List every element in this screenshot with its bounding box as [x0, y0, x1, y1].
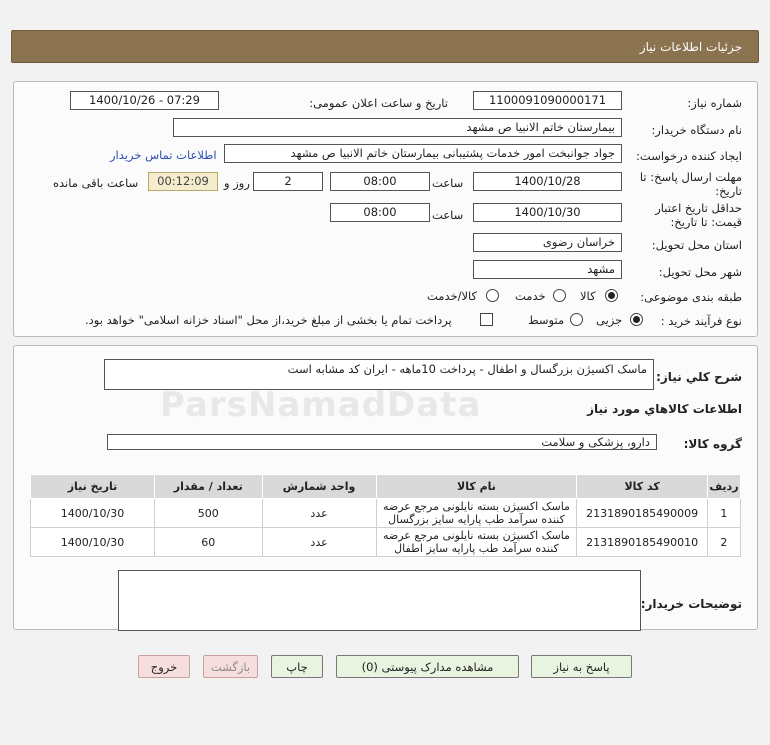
table-header-row: [31, 475, 741, 499]
category-label: طبقه بندی موضوعی:: [640, 290, 742, 304]
goods-info-title: اطلاعات کالاهاي مورد نياز: [587, 402, 742, 416]
treasury-payment-note: پرداخت تمام یا بخشی از مبلغ خرید،از محل "اسناد خزانه اسلامی" خواهد بود.: [85, 313, 452, 327]
validity-label-line1: حداقل تاریخ اعتبار: [655, 201, 742, 215]
cell-unit: عدد: [262, 528, 376, 557]
province-label: استان محل تحویل:: [651, 238, 742, 252]
page-header: [11, 30, 759, 63]
validity-time-field: 08:00: [330, 203, 430, 222]
province-field: خراسان رضوی: [473, 233, 622, 252]
creator-label: ایجاد کننده درخواست:: [636, 149, 742, 163]
table-row: [31, 499, 741, 528]
deadline-time-field: 08:00: [330, 172, 430, 191]
cell-name: ماسک اکسیژن بسته نایلونی مرجع عرضه کننده سرآمد طب پارایه سایز بزرگسال: [376, 499, 577, 528]
attachments-button[interactable]: مشاهده مدارک پیوستی (0): [336, 655, 519, 678]
reply-button[interactable]: پاسخ به نیاز: [531, 655, 632, 678]
category-option-goods: کالا: [580, 289, 596, 303]
days-remaining-field: 2: [253, 172, 323, 191]
cell-qty: 60: [155, 528, 263, 557]
validity-label-line2: قیمت: تا تاریخ:: [670, 215, 742, 229]
validity-time-label: ساعت: [432, 208, 464, 222]
cell-unit: عدد: [262, 499, 376, 528]
buyer-org-label: نام دستگاه خریدار:: [651, 123, 742, 137]
col-qty: تعداد / مقدار: [155, 475, 263, 499]
city-field: مشهد: [473, 260, 622, 279]
category-option-goods-service: کالا/خدمت: [427, 289, 478, 303]
category-option-service: خدمت: [515, 289, 546, 303]
col-date: تاریخ نیاز: [31, 475, 155, 499]
city-label: شهر محل تحویل:: [658, 265, 742, 279]
col-code: کد کالا: [577, 475, 708, 499]
page-title: جزئیات اطلاعات نیاز: [639, 40, 742, 54]
deadline-label-line1: مهلت ارسال پاسخ: تا: [639, 170, 742, 184]
goods-group-field: دارو، پزشکی و سلامت: [107, 434, 657, 450]
process-option-medium: متوسط: [528, 313, 565, 327]
remaining-label: ساعت باقی مانده: [53, 176, 139, 190]
col-unit: واحد شمارش: [262, 475, 376, 499]
announce-label: تاریخ و ساعت اعلان عمومی:: [309, 96, 448, 110]
cell-row: 1: [707, 499, 740, 528]
remaining-time-field: 00:12:09: [148, 172, 218, 191]
summary-field: ماسک اکسیژن بزرگسال و اطفال - پرداخت 10ماهه - ایران کد مشابه است: [104, 359, 654, 390]
buyer-notes-field: [118, 570, 641, 631]
process-label: نوع فرآیند خرید :: [660, 314, 742, 328]
cell-name: ماسک اکسیژن بسته نایلونی مرجع عرضه کننده سرآمد طب پارایه سایز اطفال: [376, 528, 577, 557]
print-button[interactable]: چاپ: [271, 655, 323, 678]
creator-field: جواد جوانبخت امور خدمات پشتیبانی بیمارستان خاتم الانبیا ص مشهد: [224, 144, 622, 163]
days-label: روز و: [224, 176, 250, 190]
back-button[interactable]: بازگشت: [203, 655, 258, 678]
cell-code: 2131890185490010: [577, 528, 708, 557]
announce-datetime-field: 1400/10/26 - 07:29: [70, 91, 219, 110]
cell-row: 2: [707, 528, 740, 557]
deadline-time-label: ساعت: [432, 176, 464, 190]
exit-button[interactable]: خروج: [138, 655, 190, 678]
deadline-date-field: 1400/10/28: [473, 172, 622, 191]
buyer-contact-link[interactable]: اطلاعات تماس خریدار: [110, 148, 217, 162]
process-radio-medium[interactable]: [570, 313, 583, 326]
cell-date: 1400/10/30: [31, 499, 155, 528]
category-radio-goods[interactable]: [605, 289, 618, 302]
treasury-payment-checkbox[interactable]: [480, 313, 493, 326]
cell-code: 2131890185490009: [577, 499, 708, 528]
table-row: [31, 528, 741, 557]
category-radio-service[interactable]: [553, 289, 566, 302]
goods-group-label: گروه کالا:: [683, 437, 742, 451]
cell-date: 1400/10/30: [31, 528, 155, 557]
buyer-org-field: بیمارستان خاتم الانبیا ص مشهد: [173, 118, 622, 137]
validity-date-field: 1400/10/30: [473, 203, 622, 222]
need-number-label: شماره نیاز:: [687, 96, 742, 110]
goods-table: [30, 474, 741, 557]
category-radio-goods-service[interactable]: [486, 289, 499, 302]
deadline-label-line2: تاریخ:: [715, 184, 742, 198]
cell-qty: 500: [155, 499, 263, 528]
process-option-minor: جزیی: [596, 313, 623, 327]
process-radio-minor[interactable]: [630, 313, 643, 326]
col-name: نام کالا: [376, 475, 577, 499]
need-number-field: 1100091090000171: [473, 91, 622, 110]
buyer-notes-label: توضیحات خریدار:: [640, 597, 742, 611]
col-row: ردیف: [707, 475, 740, 499]
summary-label: شرح کلي نياز:: [656, 370, 742, 384]
